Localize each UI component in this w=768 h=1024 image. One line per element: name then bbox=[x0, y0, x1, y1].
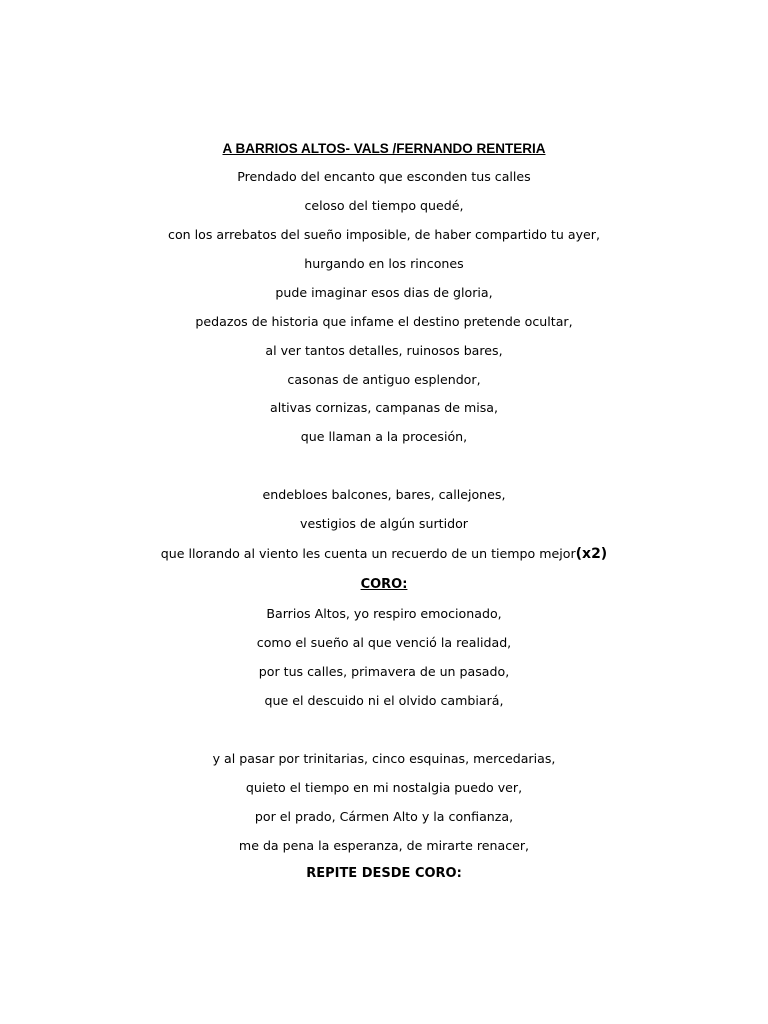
repeat-verse-line bbox=[0, 544, 768, 564]
coro-line: Barrios Altos, yo respiro emocionado, bbox=[266, 606, 502, 621]
verse-line: con los arrebatos del sueño imposible, de haber compartido tu ayer, bbox=[168, 227, 600, 242]
verse-line: hurgando en los rincones bbox=[304, 256, 464, 271]
song-title: A BARRIOS ALTOS- VALS /FERNANDO RENTERIA bbox=[222, 141, 546, 156]
verse-line: celoso del tiempo quedé, bbox=[304, 198, 464, 213]
verse-line: al ver tantos detalles, ruinosos bares, bbox=[265, 343, 503, 358]
verse-line: altivas cornizas, campanas de misa, bbox=[269, 400, 499, 415]
coro-heading bbox=[0, 574, 768, 595]
verse-line: pedazos de historia que infame el destino pretende ocultar, bbox=[195, 314, 573, 329]
verse-line: Prendado del encanto que esconden tus calles bbox=[237, 169, 531, 184]
coro-line: por tus calles, primavera de un pasado, bbox=[258, 664, 510, 679]
verse-line: casonas de antiguo esplendor, bbox=[287, 372, 481, 387]
verse-line: pude imaginar esos dias de gloria, bbox=[275, 285, 493, 300]
verse-line: quieto el tiempo en mi nostalgia puedo ver, bbox=[245, 780, 523, 795]
verse-line: me da pena la esperanza, de mirarte renacer, bbox=[238, 838, 530, 853]
verse-line: y al pasar por trinitarias, cinco esquinas, mercedarias, bbox=[212, 751, 556, 766]
coro-line: como el sueño al que venció la realidad, bbox=[256, 635, 512, 650]
coro-label: CORO: bbox=[360, 577, 408, 592]
verse-line: por el prado, Cármen Alto y la confianza, bbox=[254, 809, 514, 824]
verse-line: vestigios de algún surtidor bbox=[300, 516, 468, 531]
coro-line: que el descuido ni el olvido cambiará, bbox=[264, 693, 504, 708]
verse-line: endebloes balcones, bares, callejones, bbox=[262, 487, 506, 502]
repeat-line-text: que llorando al viento les cuenta un recuerdo de un tiempo mejor bbox=[160, 546, 576, 561]
repeat-mark: (x2) bbox=[575, 546, 608, 562]
verse-line: que llaman a la procesión, bbox=[300, 429, 468, 444]
repite-desde-coro: REPITE DESDE CORO: bbox=[306, 866, 462, 881]
